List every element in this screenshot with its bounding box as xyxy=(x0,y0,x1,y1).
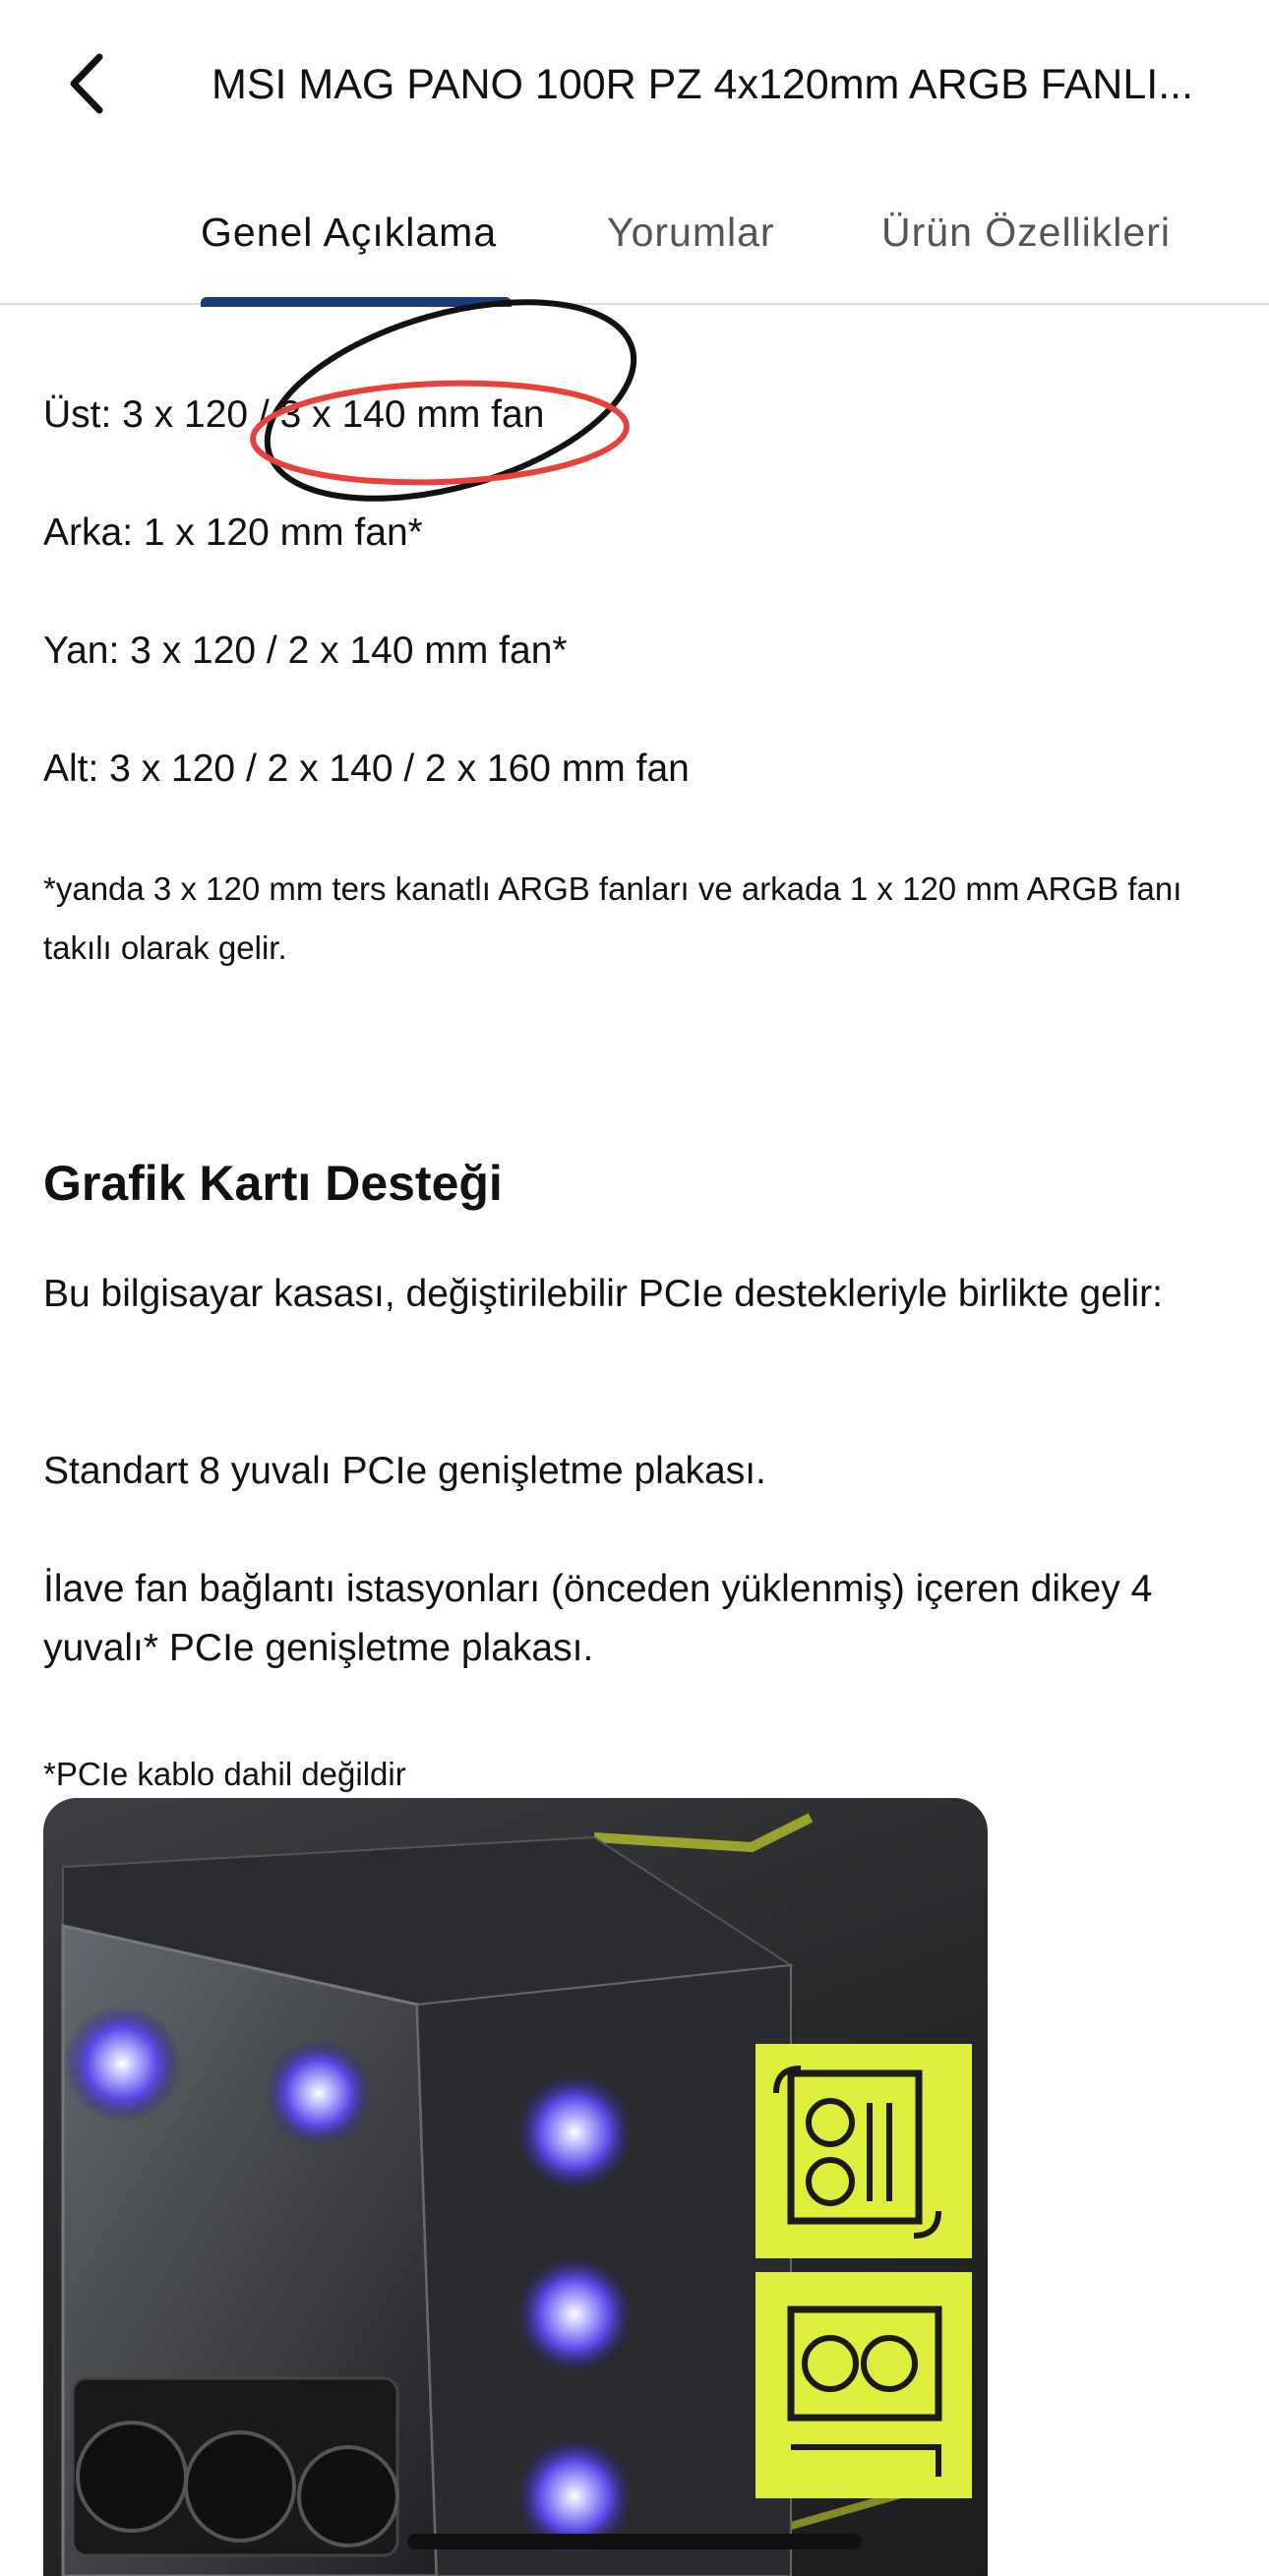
fan-spec-top: Üst: 3 x 120 / 3 x 140 mm fan xyxy=(43,393,545,436)
vertical-gpu-mount-icon xyxy=(755,2044,972,2258)
fan-footnote: *yanda 3 x 120 mm ters kanatlı ARGB fanları ve arkada 1 x 120 mm ARGB fanı takılı olarak gelir. xyxy=(43,870,1182,966)
tab-yorumlar[interactable]: Yorumlar xyxy=(607,210,775,255)
tab-genel-aciklama[interactable]: Genel Açıklama xyxy=(201,210,498,255)
gpu-paragraph-1: Bu bilgisayar kasası, değiştirilebilir PCIe destekleriyle birlikte gelir: xyxy=(43,1273,1163,1315)
gpu-paragraph-3: İlave fan bağlantı istasyonları (önceden yüklenmiş) içeren dikey 4 yuvalı* PCIe genişletme plakası. xyxy=(43,1568,1153,1669)
gpu-footnote: *PCIe kablo dahil değildir xyxy=(43,1756,406,1792)
fan-spec-side: Yan: 3 x 120 / 2 x 140 mm fan* xyxy=(43,629,568,672)
gpu-support-heading: Grafik Kartı Desteği xyxy=(43,1156,503,1211)
pc-case-illustration xyxy=(43,1798,988,2576)
product-image[interactable] xyxy=(43,1798,988,2576)
page-title: MSI MAG PANO 100R PZ 4x120mm ARGB FANLI... xyxy=(212,61,1194,108)
active-tab-indicator xyxy=(201,297,512,307)
fan-spec-bottom: Alt: 3 x 120 / 2 x 140 / 2 x 160 mm fan xyxy=(43,748,690,790)
tab-bar xyxy=(0,187,1269,305)
horizontal-gpu-mount-icon xyxy=(755,2272,972,2498)
tab-urun-ozellikleri[interactable]: Ürün Özellikleri xyxy=(881,210,1171,255)
chevron-left-icon xyxy=(62,49,111,118)
home-indicator[interactable] xyxy=(407,2534,862,2549)
fan-spec-rear: Arka: 1 x 120 mm fan* xyxy=(43,511,423,554)
top-bar xyxy=(0,0,1269,167)
gpu-paragraph-2: Standart 8 yuvalı PCIe genişletme plakası. xyxy=(43,1450,766,1492)
back-button[interactable] xyxy=(47,39,126,128)
